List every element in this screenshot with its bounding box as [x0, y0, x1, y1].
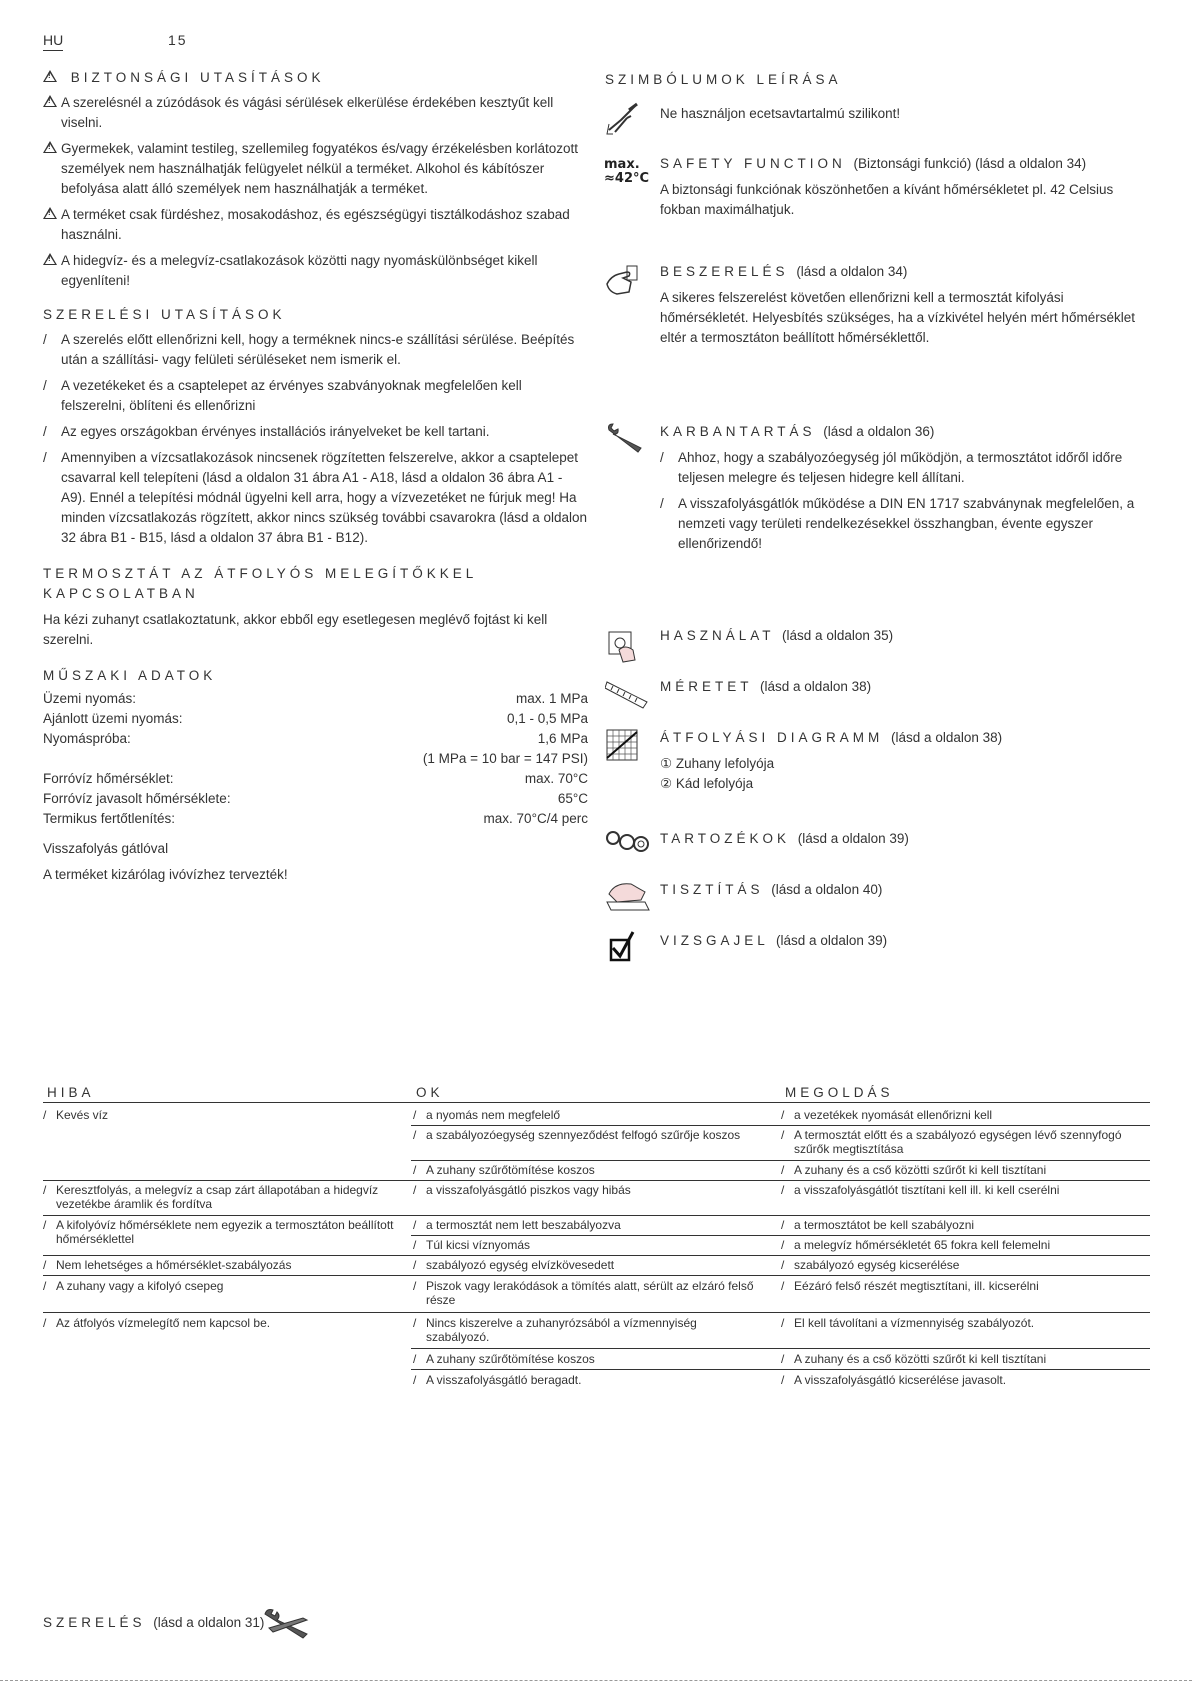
- tech-row: Nyomáspróba: 1,6 MPa: [43, 731, 588, 746]
- table-cell-fix: / a melegvíz hőmérsékletét 65 fokra kell felemelni: [781, 1238, 1051, 1252]
- safety-title: ! BIZTONSÁGI UTASÍTÁSOK: [43, 70, 588, 85]
- table-cell-fault: / A kifolyóvíz hőmérséklete nem egyezik a termosztáton beállított hőmérséklettel: [43, 1218, 394, 1246]
- table-cell-fix: / a vezetékek nyomását ellenőrizni kell: [781, 1108, 993, 1122]
- column-header-cause: OK: [416, 1085, 444, 1100]
- list-item: ! A terméket csak fürdéshez, mosakodáshoz, és egészségügyi tisztálkodáshoz szabad használni.: [43, 205, 588, 245]
- cleaning-title: TISZTÍTÁS (lásd a oldalon 40): [660, 882, 883, 897]
- tech-row: Ajánlott üzemi nyomás: 0,1 - 0,5 MPa: [43, 711, 588, 726]
- max-temp-label: ≈42°C: [604, 171, 650, 186]
- maintenance-title: KARBANTARTÁS (lásd a oldalon 36): [660, 424, 935, 439]
- table-cell-cause: / a visszafolyásgátló piszkos vagy hibás: [413, 1183, 631, 1197]
- list-item: ! Gyermekek, valamint testileg, szellemileg fogyatékos és/vagy érzékelésben korlátozott személyek nem használhatják felügyelet nélkül a terméket. Alkohol és kábítószer befolyása alatt álló személyek nem használhatják a terméket.: [43, 139, 588, 199]
- warning-icon: [43, 70, 57, 82]
- table-cell-fix: / szabályozó egység kicserélése: [781, 1258, 960, 1272]
- ruler-icon: [605, 676, 641, 708]
- list-item: / A szerelés előtt ellenőrizni kell, hogy a terméknek nincs-e szállítási sérülése. Beépítés után a szállítási- vagy felületi sérüléseket nem ismerik el.: [43, 332, 575, 367]
- table-cell-cause: / A zuhany szűrőtömítése koszos: [413, 1352, 595, 1366]
- table-cell-fault: / Az átfolyós vízmelegítő nem kapcsol be.: [43, 1316, 271, 1330]
- list-item: / Ahhoz, hogy a szabályozóegység jól működjön, a termosztátot időről időre teljesen melegre és teljesen hidegre kell állítani.: [660, 450, 1123, 485]
- accessories-title: TARTOZÉKOK (lásd a oldalon 39): [660, 831, 909, 846]
- table-cell-cause: / Túl kicsi víznyomás: [413, 1238, 531, 1252]
- warning-icon: [43, 207, 57, 219]
- tech-data: [43, 689, 588, 829]
- footer-install-title: SZERELÉS (lásd a oldalon 31): [43, 1615, 265, 1630]
- warning-icon: [43, 95, 57, 107]
- wrench-icon: [605, 422, 641, 454]
- table-cell-cause: / szabályozó egység elvízkövesedett: [413, 1258, 615, 1272]
- table-cell-fix: / El kell távolítani a vízmennyiség szabályozót.: [781, 1316, 1035, 1330]
- tech-row: Termikus fertőtlenítés: max. 70°C/4 perc: [43, 811, 588, 826]
- tech-note-backflow: Visszafolyás gátlóval: [43, 841, 169, 856]
- safety-function-title: SAFETY FUNCTION (Biztonsági funkció) (lásd a oldalon 34): [660, 156, 1087, 171]
- list-item: ! A hidegvíz- és a melegvíz-csatlakozások közötti nagy nyomáskülönbséget kikell egyenlíteni!: [43, 251, 588, 291]
- max-temp-icon: [604, 158, 649, 186]
- accessories-icon: [605, 826, 641, 858]
- table-cell-cause: / A visszafolyásgátló beragadt.: [413, 1373, 582, 1387]
- table-cell-fix: / Eézáró felső részét megtisztítani, ill. kicserélni: [781, 1279, 1039, 1293]
- maintenance-list: [660, 448, 1145, 560]
- list-item: ① Zuhany lefolyója: [660, 756, 775, 771]
- table-cell-fault: / Nem lehetséges a hőmérséklet-szabályozás: [43, 1258, 292, 1272]
- list-item: / Az egyes országokban érvényes installációs irányelveket be kell tartani.: [43, 424, 490, 439]
- usage-title: HASZNÁLAT (lásd a oldalon 35): [660, 628, 894, 643]
- tech-note-drinking: A terméket kizárólag ivóvízhez tervezték!: [43, 867, 288, 882]
- warning-icon: [43, 141, 57, 153]
- cleaning-hand-icon: [605, 878, 641, 910]
- table-cell-fix: / A zuhany és a cső közötti szűrőt ki kell tisztítani: [781, 1352, 1047, 1366]
- symbols-title: SZIMBÓLUMOK LEÍRÁSA: [605, 72, 842, 87]
- thermo-text: Ha kézi zuhanyt csatlakoztatunk, akkor ebből egy esetlegesen meglévő fojtást ki kell szerelni.: [43, 612, 548, 647]
- safety-list: [43, 93, 588, 291]
- tech-row: Forróvíz javasolt hőmérséklete: 65°C: [43, 791, 588, 806]
- page-bottom-border: [0, 1680, 1192, 1681]
- install-symbol-title: BESZERELÉS (lásd a oldalon 34): [660, 264, 908, 279]
- tech-row: Forróvíz hőmérséklet: max. 70°C: [43, 771, 588, 786]
- table-cell-cause: / a termosztát nem lett beszabályozva: [413, 1218, 621, 1232]
- list-item: / A vezetékeket és a csaptelepet az érvényes szabványoknak megfelelően kell felszerelni, öblíteni és ellenőrizni: [43, 378, 522, 413]
- flow-diagram-title: ÁTFOLYÁSI DIAGRAMM (lásd a oldalon 38): [660, 730, 1003, 745]
- tools-icon: [263, 1608, 311, 1643]
- language-code: HU: [43, 32, 63, 51]
- hand-knob-icon: [605, 628, 641, 660]
- install-symbol-text: A sikeres felszerelést követően ellenőrizni kell a termosztát kifolyási hőmérsékletét. Helyesbítés szükséges, ha a vízkivétel helyén mért hőmérséklet eltér a termosztáton beállított hőmérséklettől.: [660, 290, 1135, 345]
- max-label: max.: [604, 157, 640, 172]
- tech-row: Üzemi nyomás: max. 1 MPa: [43, 691, 588, 706]
- silicone-text: Ne használjon ecetsavtartalmú szilikont!: [660, 106, 901, 121]
- test-mark-title: VIZSGAJEL (lásd a oldalon 39): [660, 933, 888, 948]
- table-cell-cause: / Piszok vagy lerakódások a tömítés alatt, sérült az elzáró felső része: [413, 1279, 754, 1307]
- table-cell-fault: / A zuhany vagy a kifolyó csepeg: [43, 1279, 224, 1293]
- list-item: ② Kád lefolyója: [660, 776, 754, 791]
- table-cell-fix: / A zuhany és a cső közötti szűrőt ki kell tisztítani: [781, 1163, 1047, 1177]
- tech-title: MŰSZAKI ADATOK: [43, 668, 217, 683]
- warning-icon: [43, 253, 57, 265]
- flow-diagram-icon: [605, 728, 641, 760]
- dimensions-title: MÉRETET (lásd a oldalon 38): [660, 679, 872, 694]
- list-item: / Amennyiben a vízcsatlakozások nincsenek rögzítetten felszerelve, akkor a csaptelepet csavarral kell telepíteni (lásd a oldalon 31 ábra A1 - A18, lásd a oldalon 36 ábra A1 - A9). Ennél a telepítési módnál ügyelni kell arra, hogy a vízvezetéket ne fúrjuk meg! Ha minden vízcsatlakozás rögzített, akkor nincs szükség további csavarokra (lásd a oldalon 32 ábra B1 - B15, lásd a oldalon 37 ábra B1 - B12).: [43, 450, 588, 545]
- hand-install-icon: [605, 262, 641, 294]
- table-cell-fix: / A termosztát előtt és a szabályozó egységen lévő szennyfogó szűrők megtisztítása: [781, 1128, 1122, 1156]
- column-header-fault: HIBA: [47, 1085, 95, 1100]
- left-column: [43, 70, 588, 885]
- table-cell-cause: / Nincs kiszerelve a zuhanyrózsából a vízmennyiség szabályozó.: [413, 1316, 697, 1344]
- table-cell-fault: / Keresztfolyás, a melegvíz a csap zárt állapotában a hidegvíz vezetékbe áramlik és fordítva: [43, 1183, 379, 1211]
- table-cell-cause: / a szabályozóegység szennyeződést felfogó szűrője koszos: [413, 1128, 741, 1142]
- table-cell-fix: / a visszafolyásgátlót tisztítani kell ill. ki kell cserélni: [781, 1183, 1060, 1197]
- table-cell-fix: / a termosztátot be kell szabályozni: [781, 1218, 975, 1232]
- table-cell-fix: / A visszafolyásgátló kicserélése javasolt.: [781, 1373, 1007, 1387]
- thermo-title: TERMOSZTÁT AZ ÁTFOLYÓS MELEGÍTŐKKEL KAPCSOLATBAN: [43, 566, 477, 601]
- safety-function-text: A biztonsági funkciónak köszönhetően a kívánt hőmérsékletet pl. 42 Celsius fokban maximálhatjuk.: [660, 182, 1114, 217]
- column-header-fix: MEGOLDÁS: [785, 1085, 894, 1100]
- list-item: ! A szerelésnél a zúzódások és vágási sérülések elkerülése érdekében kesztyűt kell viselni.: [43, 93, 588, 133]
- table-cell-cause: / a nyomás nem megfelelő: [413, 1108, 561, 1122]
- page-number: 15: [168, 32, 188, 48]
- table-cell-cause: / A zuhany szűrőtömítése koszos: [413, 1163, 595, 1177]
- list-item: / A visszafolyásgátlók működése a DIN EN 1717 szabványnak megfelelően, a nemzeti vagy területi rendelkezésekkel összhangban, évente egyszer ellenőrizendő!: [660, 496, 1135, 551]
- table-cell-fault: / Kevés víz: [43, 1108, 109, 1122]
- flow-diagram-list: [660, 754, 1145, 794]
- silicone-gun-icon: [605, 100, 641, 132]
- checkbox-icon: [605, 930, 641, 962]
- install-title: SZERELÉSI UTASÍTÁSOK: [43, 307, 286, 322]
- install-list: [43, 330, 588, 548]
- tech-row: (1 MPa = 10 bar = 147 PSI): [422, 751, 588, 766]
